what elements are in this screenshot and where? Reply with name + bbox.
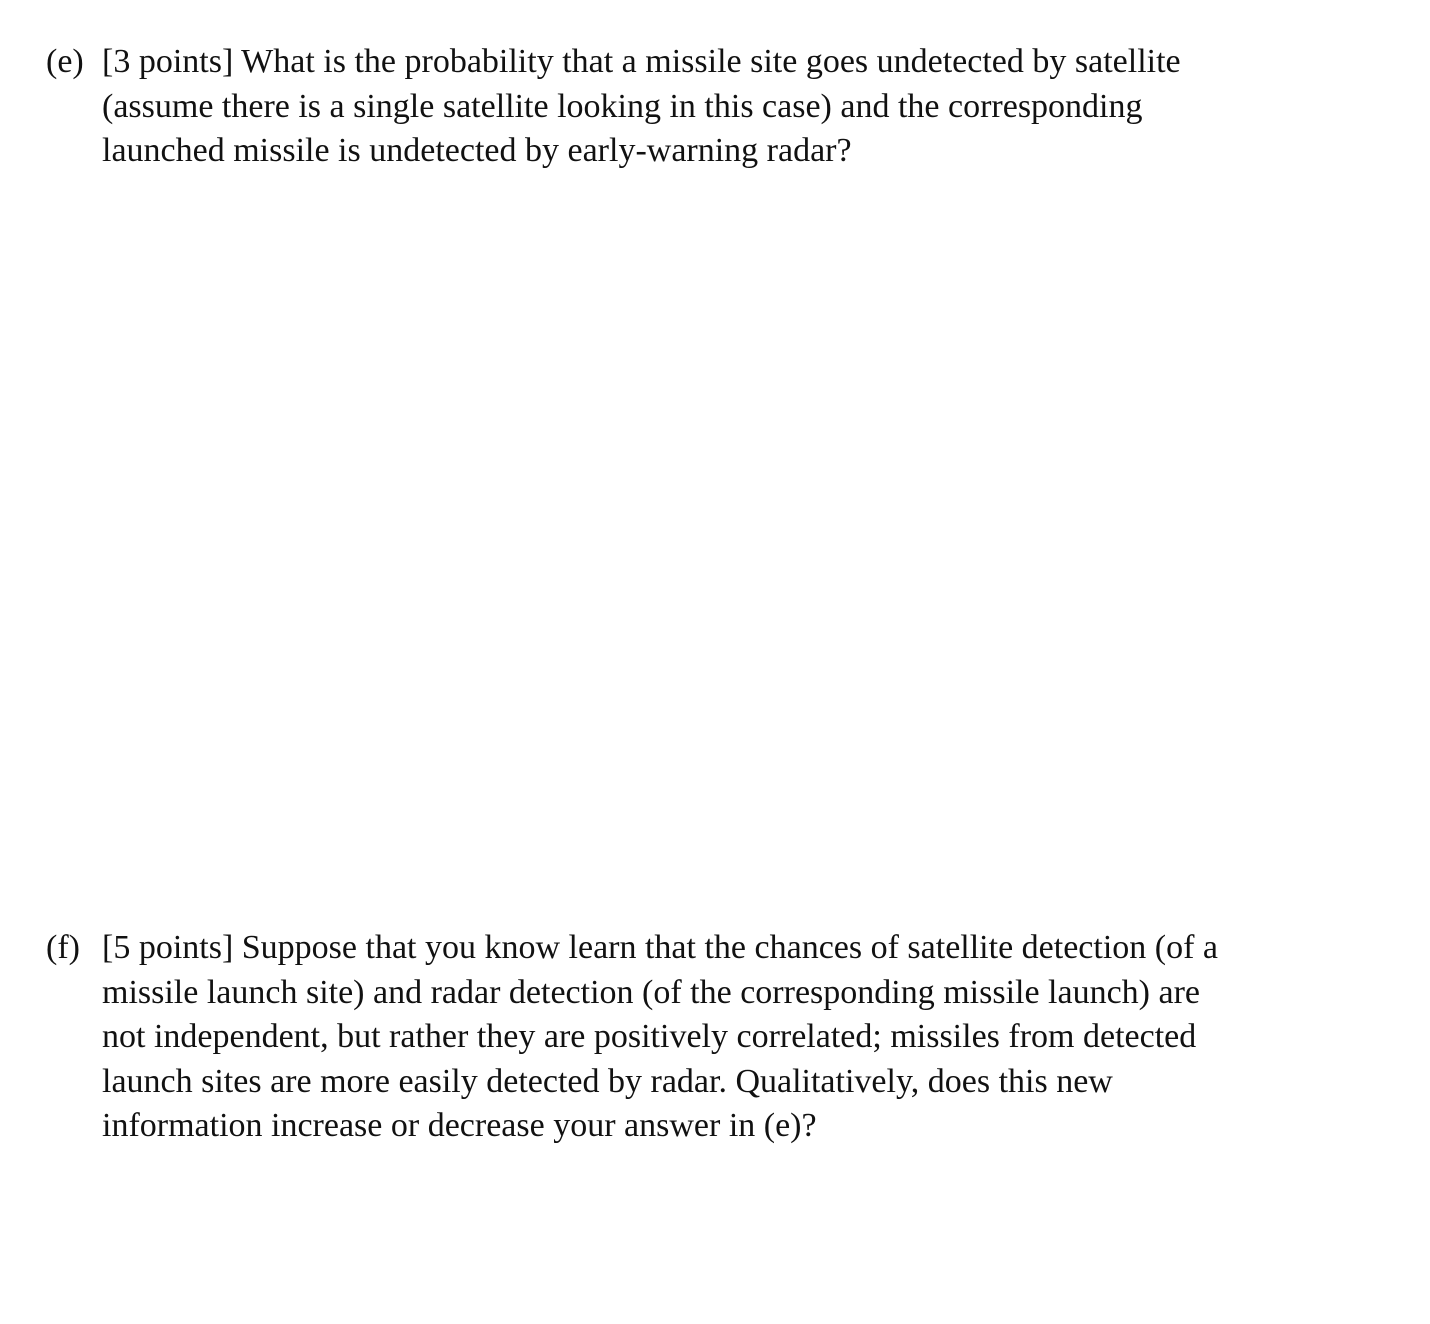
question-text-line: (assume there is a single satellite looking in this case) and the corresponding (102, 87, 1143, 125)
question-label: (f) (46, 929, 80, 966)
question-text-line: missile launch site) and radar detection (of the corresponding missile launch) are (102, 973, 1201, 1011)
question-text-line: information increase or decrease your answer in (e)? (102, 1107, 817, 1144)
question-text-line: [5 points] Suppose that you know learn that the chances of satellite detection (of a (102, 929, 1219, 966)
question-text-line: launch sites are more easily detected by radar. Qualitatively, does this new (102, 1062, 1113, 1100)
question-text (102, 40, 1362, 174)
question-text-line: [3 points] What is the probability that a missile site goes undetected by satellite (102, 43, 1181, 80)
question-text-line: launched missile is undetected by early-warning radar? (102, 132, 852, 169)
question-text-line: not independent, but rather they are positively correlated; missiles from detected (102, 1018, 1197, 1055)
question-label: (e) (46, 43, 84, 80)
question-text (102, 926, 1362, 1149)
